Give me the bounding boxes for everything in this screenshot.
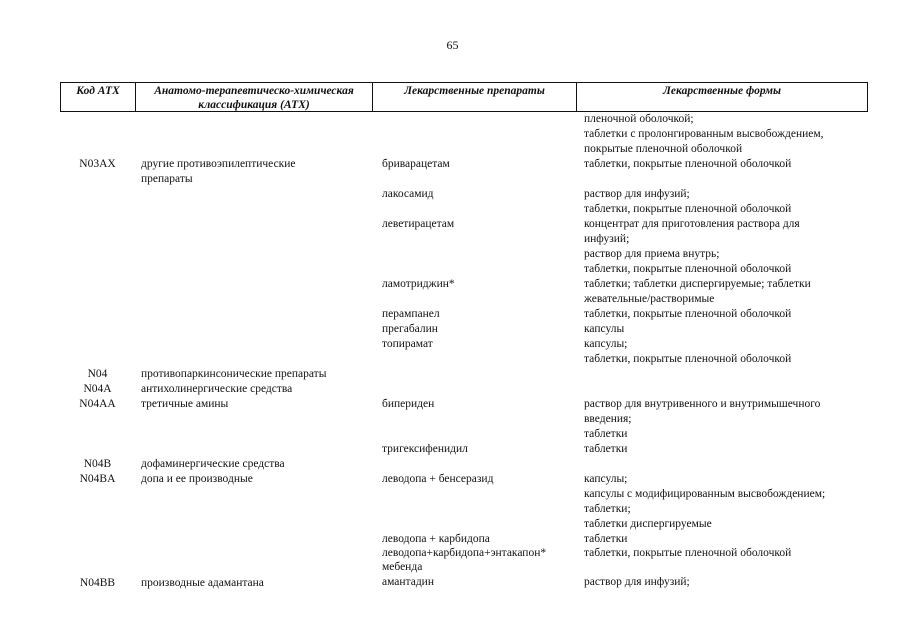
- atc-code: N04AA: [79, 398, 116, 410]
- drug-name: топирамат: [382, 338, 433, 350]
- drug-name: бипериден: [382, 398, 435, 410]
- dosage-form: таблетки: [584, 428, 628, 440]
- dosage-form: таблетки, покрытые пленочной оболочкой: [584, 263, 792, 275]
- dosage-form: капсулы: [584, 323, 625, 335]
- page-number: 65: [446, 38, 459, 52]
- drug-name: амантадин: [382, 576, 434, 588]
- dosage-form: раствор для приема внутрь;: [584, 248, 720, 260]
- drug-name: леводопа+карбидопа+энтакапон*: [382, 547, 547, 559]
- drug-name: тригексифенидил: [382, 443, 468, 455]
- atc-class-name: третичные амины: [141, 398, 229, 410]
- dosage-form: введения;: [584, 413, 632, 425]
- dosage-form: концентрат для приготовления раствора для: [584, 218, 800, 230]
- dosage-form: покрытые пленочной оболочкой: [584, 143, 743, 155]
- table-header: [60, 82, 868, 112]
- drug-name: бриварацетам: [382, 158, 450, 170]
- dosage-form: инфузий;: [584, 233, 630, 245]
- dosage-form: таблетки, покрытые пленочной оболочкой: [584, 158, 792, 170]
- atc-code: N03AX: [79, 158, 116, 170]
- dosage-form: пленочной оболочкой;: [584, 113, 694, 125]
- atc-code: N04A: [83, 383, 112, 395]
- drug-name: леветирацетам: [382, 218, 455, 230]
- drug-name: леводопа + бенсеразид: [382, 473, 494, 485]
- drug-name: лакосамид: [382, 188, 434, 200]
- atc-class-name: другие противоэпилептические: [141, 158, 296, 170]
- dosage-form: жевательные/растворимые: [584, 293, 715, 305]
- dosage-form: таблетки, покрытые пленочной оболочкой: [584, 308, 792, 320]
- atc-class-name: антихолинергические средства: [141, 383, 293, 395]
- dosage-form: таблетки; таблетки диспергируемые; таблетки: [584, 278, 811, 290]
- dosage-form: капсулы;: [584, 473, 628, 485]
- dosage-form: капсулы;: [584, 338, 628, 350]
- header-dosage-forms: Лекарственные формы: [663, 85, 781, 97]
- atc-class-name: дофаминергические средства: [141, 458, 285, 470]
- dosage-form: таблетки с пролонгированным высвобождением,: [584, 128, 824, 140]
- atc-code: N04B: [83, 458, 112, 470]
- atc-class-name: противопаркинсонические препараты: [141, 368, 327, 380]
- drug-name: ламотриджин*: [382, 278, 455, 290]
- drug-name: перампанел: [382, 308, 440, 320]
- atc-class-name: препараты: [141, 173, 193, 185]
- dosage-form: капсулы с модифицированным высвобождением;: [584, 488, 826, 500]
- dosage-form: раствор для инфузий;: [584, 188, 690, 200]
- atc-class-name: производные адамантана: [141, 577, 264, 589]
- header-atc-classification: Анатомо-терапевтическо-химическая классификация (АТХ): [136, 83, 373, 111]
- dosage-form: таблетки, покрытые пленочной оболочкой: [584, 547, 792, 559]
- dosage-form: таблетки: [584, 533, 628, 545]
- dosage-form: раствор для внутривенного и внутримышечного: [584, 398, 821, 410]
- atc-code: N04BB: [79, 577, 116, 589]
- drug-name: мебенда: [382, 561, 423, 573]
- dosage-form: таблетки;: [584, 503, 631, 515]
- drug-name: леводопа + карбидопа: [382, 533, 490, 545]
- atc-code: N04BA: [79, 473, 116, 485]
- dosage-form: раствор для инфузий;: [584, 576, 690, 588]
- atc-code: N04: [87, 368, 108, 380]
- drug-name: прегабалин: [382, 323, 438, 335]
- header-atc-code: Код АТХ: [61, 83, 136, 111]
- dosage-form: таблетки, покрытые пленочной оболочкой: [584, 353, 792, 365]
- dosage-form: таблетки, покрытые пленочной оболочкой: [584, 203, 792, 215]
- header-drugs: Лекарственные препараты: [373, 83, 577, 111]
- dosage-form: таблетки диспергируемые: [584, 518, 712, 530]
- atc-class-name: допа и ее производные: [141, 473, 253, 485]
- dosage-form: таблетки: [584, 443, 628, 455]
